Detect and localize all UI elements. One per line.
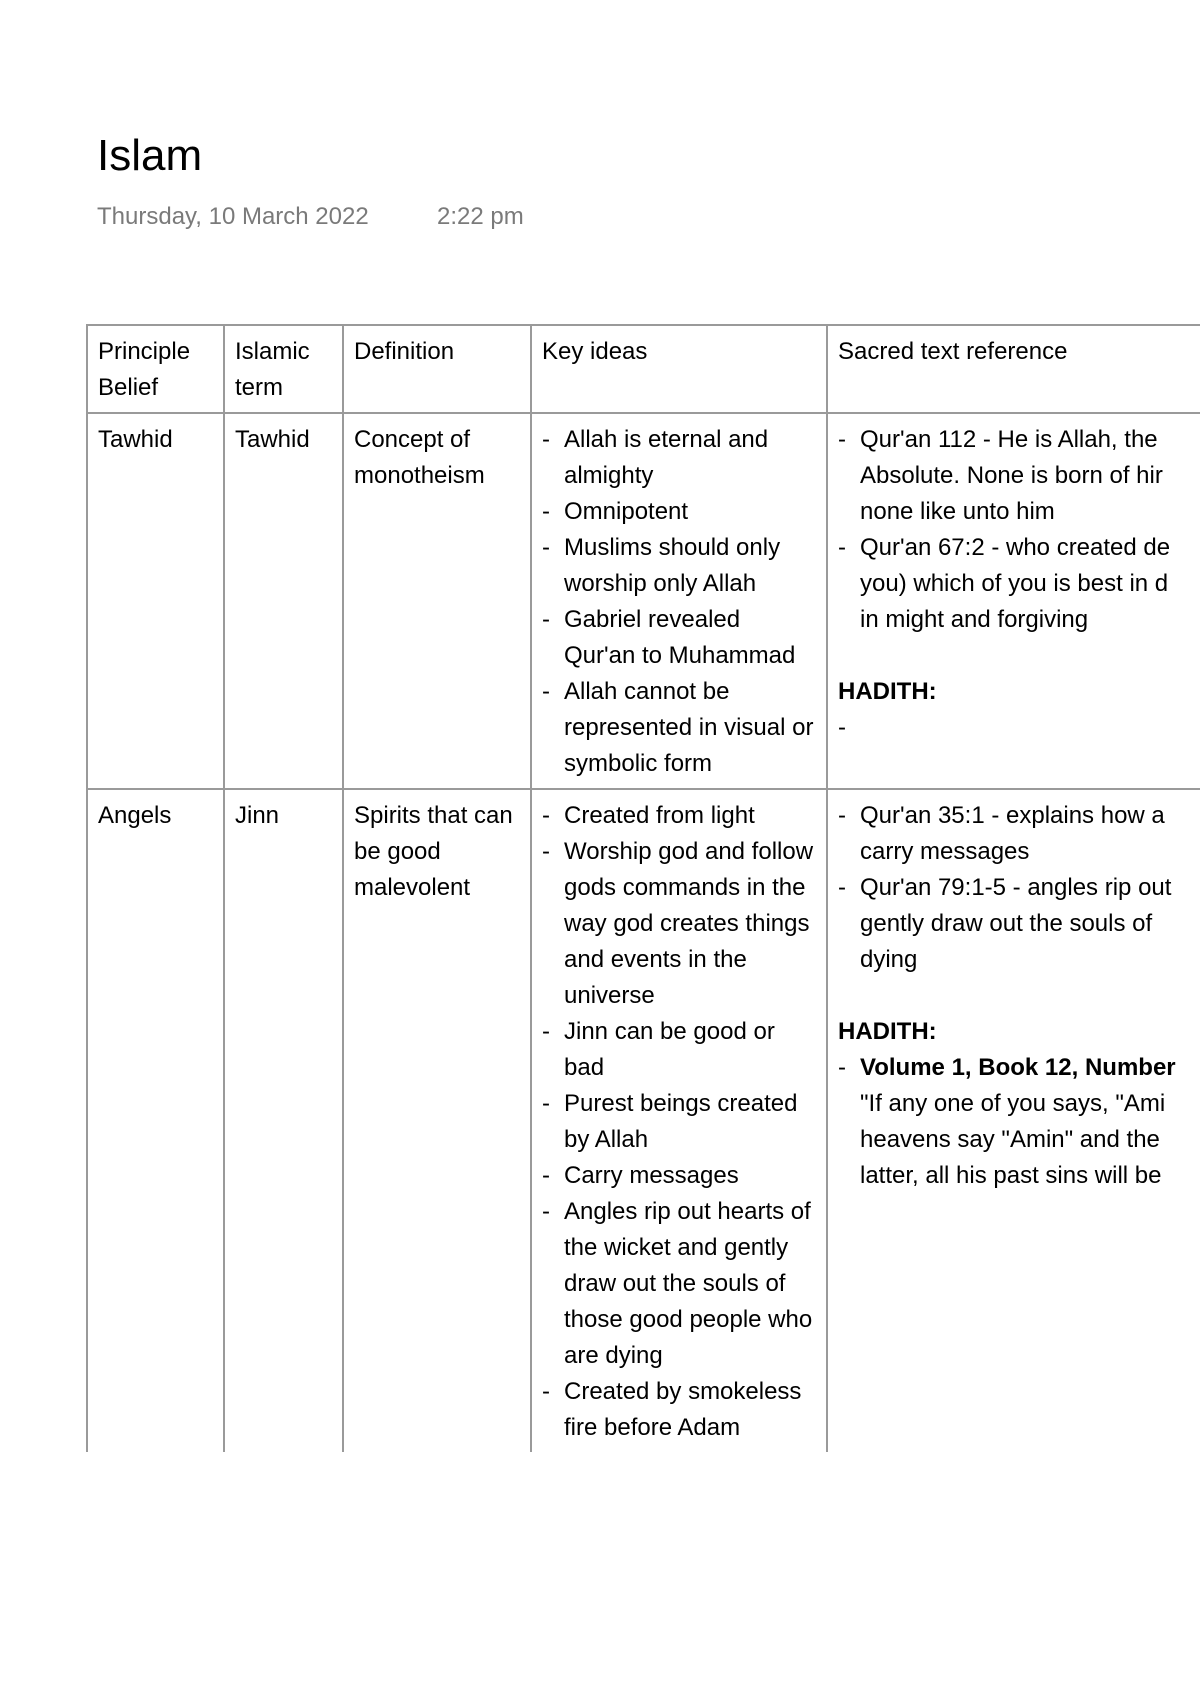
key-ideas-list: [542, 422, 818, 782]
list-item: [838, 530, 1200, 638]
header-islamic-term: Islamic term: [224, 325, 343, 413]
list-item: - Allah is eternal and almighty: [542, 422, 818, 494]
hadith-refs-list: [838, 710, 1200, 746]
list-item: - Muslims should only worship only Allah: [542, 530, 818, 602]
list-item: [838, 422, 1200, 530]
beliefs-table: [86, 324, 1200, 1452]
ref-line: - Qur'an 79:1-5 - angles rip out: [860, 874, 1172, 901]
quran-refs-list: [838, 798, 1200, 978]
timestamp: [97, 203, 524, 230]
list-item: [838, 710, 1200, 746]
list-item: - Created from light: [542, 798, 818, 834]
list-item: - Created by smokeless fire before Adam: [542, 1374, 818, 1446]
list-item: - Gabriel revealed Qur'an to Muhammad: [542, 602, 818, 674]
ref-line: you) which of you is best in d: [860, 570, 1169, 597]
cell-definition: Concept of monotheism: [343, 413, 531, 789]
ref-line: - Volume 1, Book 12, Number: [860, 1054, 1176, 1081]
beliefs-table-container: [86, 324, 1200, 1574]
list-item: - Purest beings created by Allah: [542, 1086, 818, 1158]
cell-key-ideas: [531, 789, 827, 1452]
list-item: - Worship god and follow gods commands in the way god creates things and events in the universe: [542, 834, 818, 1014]
ref-line: - Qur'an 35:1 - explains how a: [860, 802, 1165, 829]
hadith-heading: HADITH:: [838, 1018, 937, 1045]
ref-line: heavens say "Amin" and the: [860, 1126, 1160, 1153]
time-text: 2:22 pm: [437, 203, 524, 230]
ref-line: "If any one of you says, "Ami: [860, 1090, 1166, 1117]
table-row: [87, 789, 1200, 1452]
ref-line: latter, all his past sins will be: [860, 1162, 1162, 1189]
cell-sacred-text: [827, 413, 1200, 789]
cell-term: Tawhid: [224, 413, 343, 789]
ref-line: gently draw out the souls of: [860, 910, 1153, 937]
list-item: [838, 870, 1200, 978]
list-item: [838, 798, 1200, 870]
spacer: [838, 978, 1200, 1014]
header-definition: Definition: [343, 325, 531, 413]
hadith-heading: HADITH:: [838, 678, 937, 705]
table-row: [87, 413, 1200, 789]
cell-term: Jinn: [224, 789, 343, 1452]
header-principle-belief: Principle Belief: [87, 325, 224, 413]
list-item: [838, 1050, 1200, 1194]
header-sacred-text-reference: Sacred text reference: [827, 325, 1200, 413]
date-text: Thursday, 10 March 2022: [97, 203, 369, 230]
list-item: - Angles rip out hearts of the wicket and gently draw out the souls of those good people who are dying: [542, 1194, 818, 1374]
cell-key-ideas: [531, 413, 827, 789]
cell-definition: Spirits that can be good malevolent: [343, 789, 531, 1452]
ref-line: - Qur'an 112 - He is Allah, the: [860, 426, 1158, 453]
ref-line: - Qur'an 67:2 - who created de: [860, 534, 1171, 561]
spacer: [838, 638, 1200, 674]
hadith-refs-list: [838, 1050, 1200, 1194]
page-title: Islam: [97, 131, 203, 180]
ref-line: carry messages: [860, 838, 1030, 865]
ref-line: none like unto him: [860, 498, 1055, 525]
header-key-ideas: Key ideas: [531, 325, 827, 413]
list-item: - Carry messages: [542, 1158, 818, 1194]
cell-sacred-text: [827, 789, 1200, 1452]
cell-principle: Tawhid: [87, 413, 224, 789]
cell-principle: Angels: [87, 789, 224, 1452]
list-item: - Jinn can be good or bad: [542, 1014, 818, 1086]
list-item: - Omnipotent: [542, 494, 818, 530]
key-ideas-list: [542, 798, 818, 1446]
ref-line: dying: [860, 946, 918, 973]
ref-line: in might and forgiving: [860, 606, 1089, 633]
list-item: - Allah cannot be represented in visual or symbolic form: [542, 674, 818, 782]
quran-refs-list: [838, 422, 1200, 638]
table-header-row: [87, 325, 1200, 413]
ref-line: Absolute. None is born of hir: [860, 462, 1163, 489]
